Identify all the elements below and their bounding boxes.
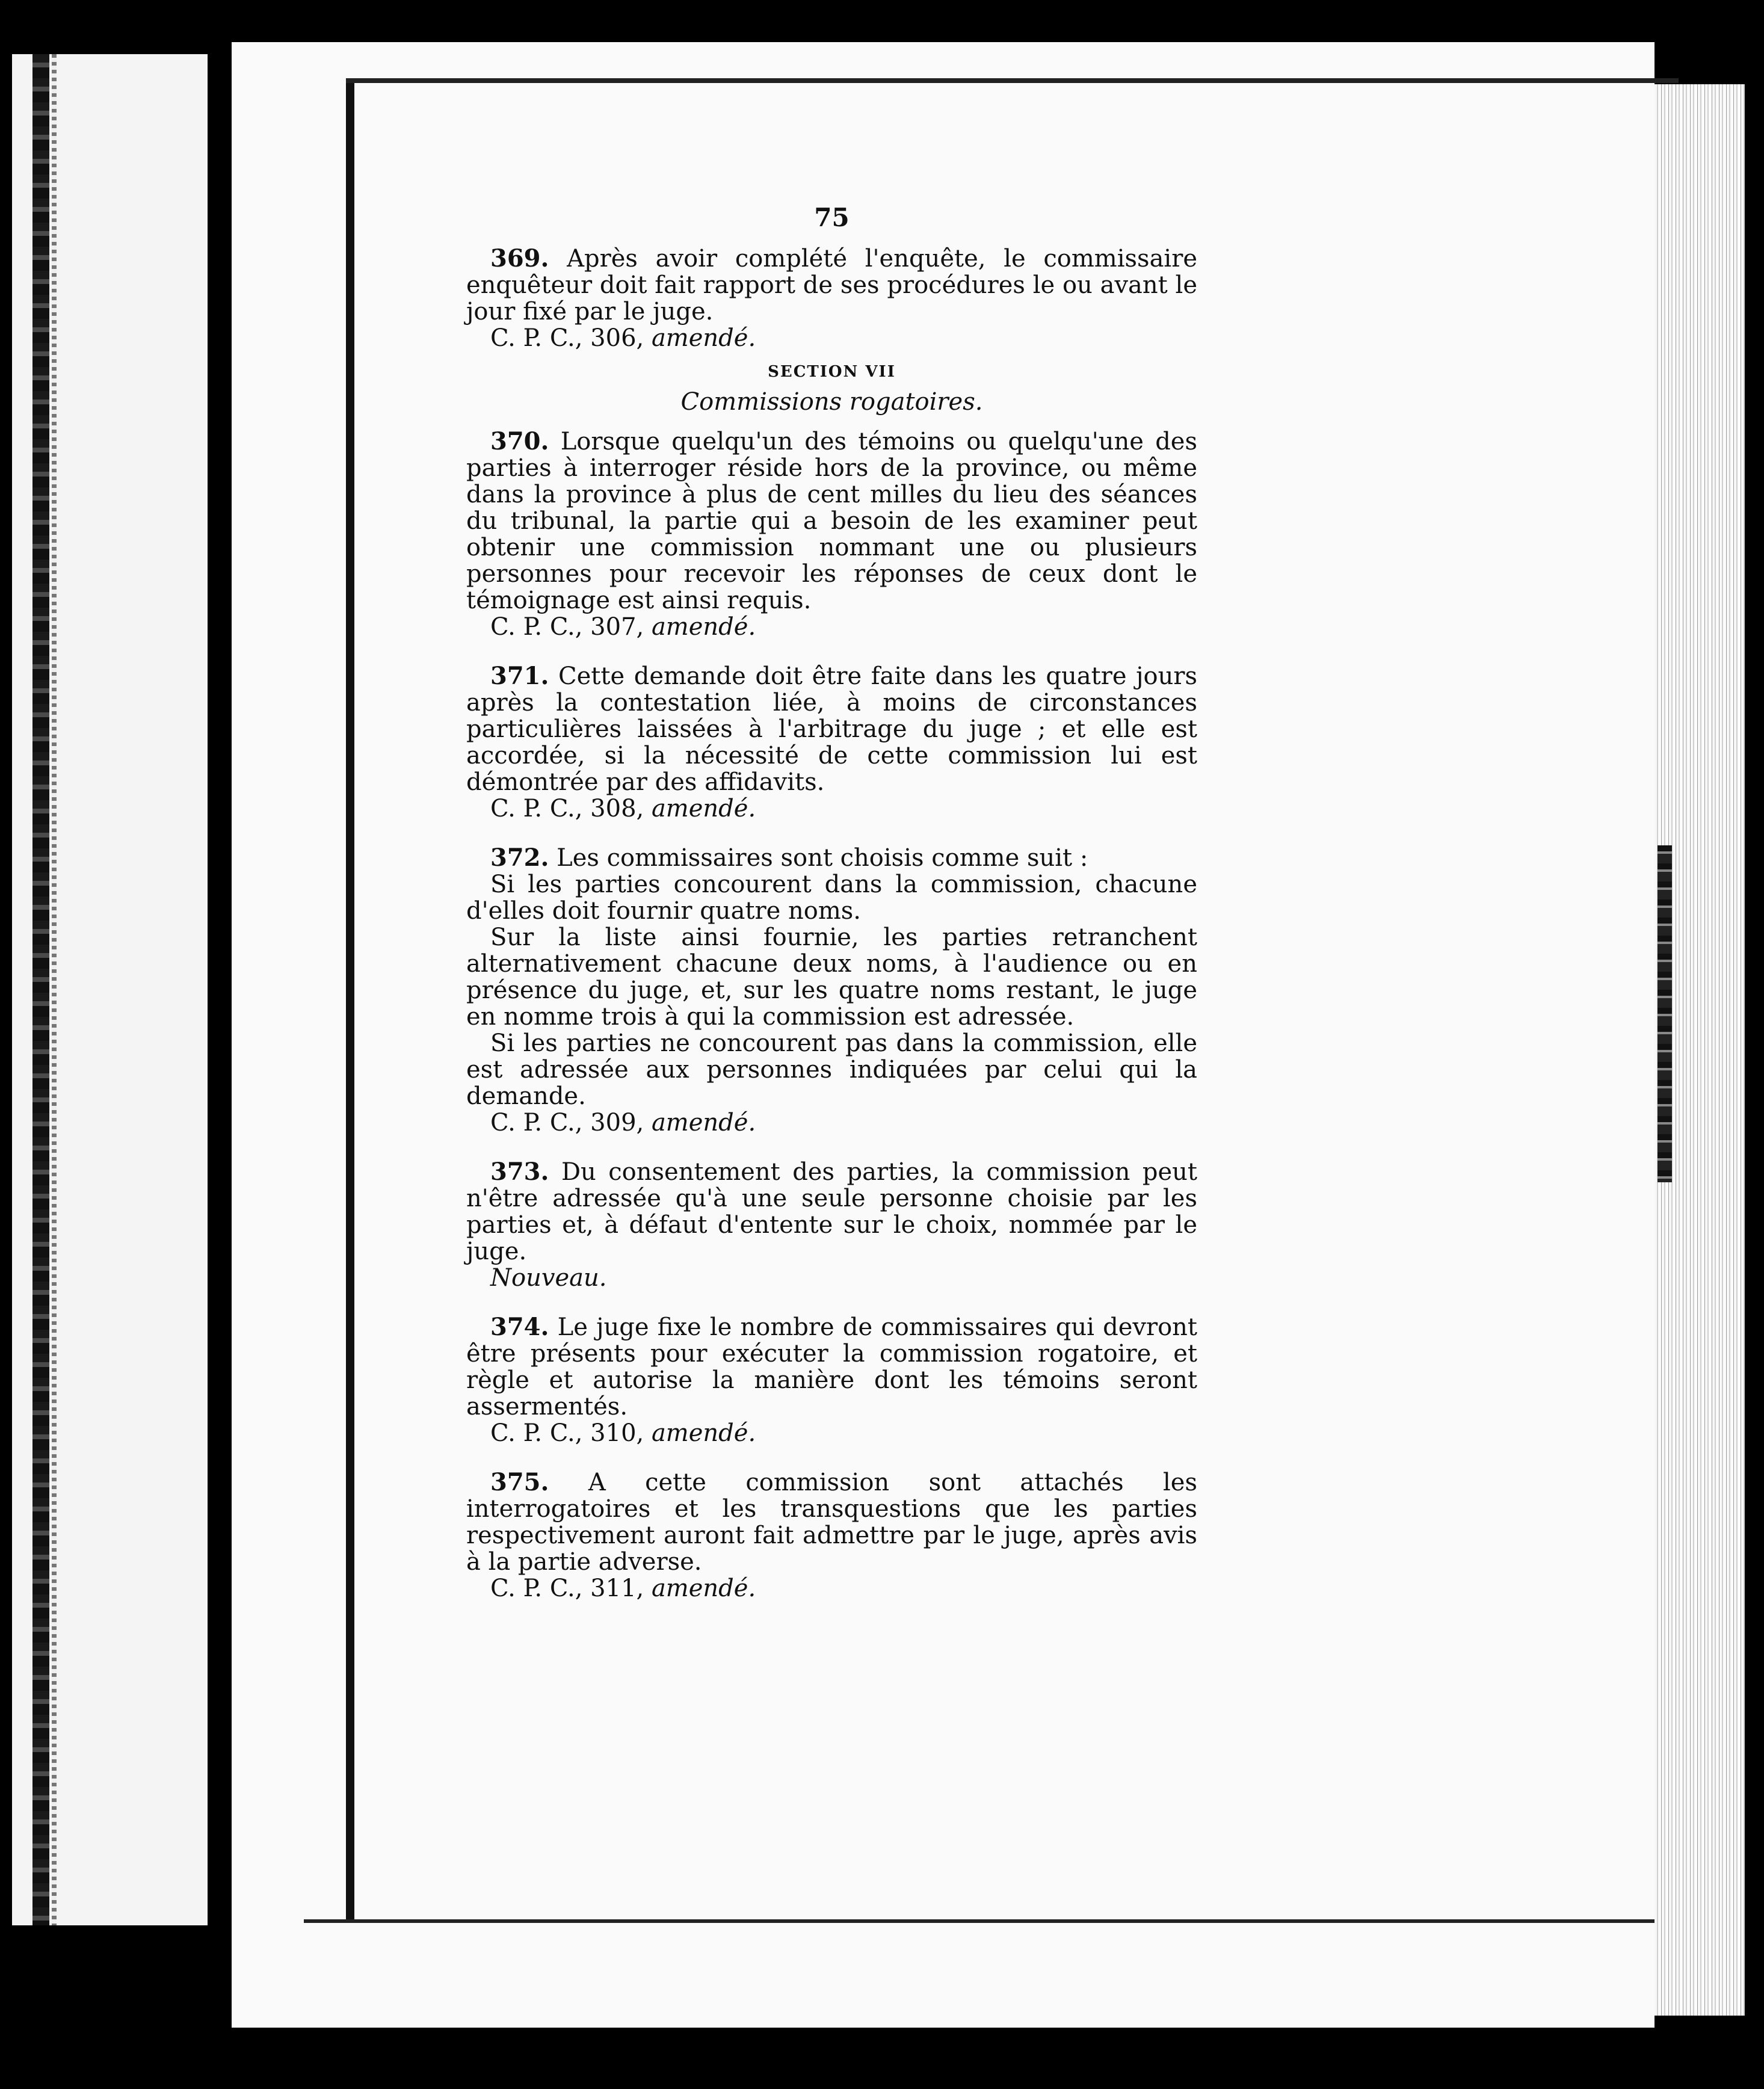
previous-page-edge (32, 54, 49, 1925)
article-372 (466, 845, 1197, 871)
page-edge-mark (1658, 845, 1672, 1182)
article-373 (466, 1159, 1197, 1265)
article-370 (466, 428, 1197, 614)
article-text: Le juge fixe le nombre de commissaires qui devront être présents pour exécuter la commission rogatoire, et règle et autorise la manière dont les témoins seront assermentés. (466, 1313, 1198, 1421)
article-text: Après avoir complété l'enquête, le commissaire enquêteur doit fait rapport de ses procédures le ou avant le jour fixé par le juge. (466, 245, 1197, 326)
article-paragraph: Si les parties concourent dans la commission, chacune d'elles doit fournir quatre noms. (466, 871, 1197, 925)
article-paragraph: Si les parties ne concourent pas dans la commission, elle est adressée aux personnes indiquées par celui qui la demande. (466, 1029, 1197, 1110)
article-paragraph: Sur la liste ainsi fournie, les parties retranchent alternativement chacune deux noms, à l'audience ou en présence du juge, et, sur les quatre noms restant, le juge en nomme trois à qui la commission est adressée. (466, 924, 1197, 1031)
article-number: 375. (490, 1468, 549, 1496)
article-reference (466, 1265, 1197, 1291)
reference-note: amendé. (651, 795, 756, 822)
page-text (466, 205, 1197, 1609)
article-text: A cette commission sont attachés les interrogatoires et les transquestions que les parties respectivement auront fait admettre par le juge, après avis à la partie adverse. (466, 1469, 1197, 1576)
article-number: 374. (490, 1313, 549, 1341)
article-number: 369. (490, 244, 549, 273)
article-reference (466, 1420, 1197, 1446)
article-reference (466, 795, 1197, 822)
page-bottom-line (304, 1919, 1676, 1923)
page-top-line (346, 78, 1679, 83)
reference-code: C. P. C., 307, (490, 613, 644, 641)
article-number: 373. (490, 1158, 549, 1186)
reference-note: Nouveau. (490, 1264, 607, 1292)
article-369 (466, 245, 1197, 325)
article-text: Lorsque quelqu'un des témoins ou quelqu'une des parties à interroger réside hors de la province, ou même dans la province à plus de cent milles du lieu des séances du tribunal, la partie qui a besoin de les examiner peut obtenir une commission nommant une ou plusieurs personnes pour recevoir les réponses de ceux dont le témoignage est ainsi requis. (466, 428, 1197, 614)
article-reference (466, 325, 1197, 351)
reference-code: C. P. C., 306, (490, 324, 644, 352)
reference-code: C. P. C., 308, (490, 795, 644, 822)
article-number: 370. (490, 427, 549, 455)
reference-code: C. P. C., 311, (490, 1575, 644, 1602)
article-reference (466, 1109, 1197, 1136)
reference-note: amendé. (651, 613, 756, 641)
previous-page-edge-shadow (52, 54, 57, 1925)
reference-code: C. P. C., 309, (490, 1109, 644, 1137)
article-number: 371. (490, 662, 549, 690)
article-374 (466, 1314, 1197, 1420)
article-reference (466, 1575, 1197, 1602)
page-inner-margin-line (346, 78, 354, 1919)
previous-page-fragment (12, 54, 208, 1925)
reference-note: amendé. (651, 1109, 756, 1137)
article-375 (466, 1469, 1197, 1575)
article-reference (466, 614, 1197, 640)
article-text: Les commissaires sont choisis comme suit : (557, 844, 1088, 872)
article-text: Cette demande doit être faite dans les quatre jours après la contestation liée, à moins de circonstances particulières laissées à l'arbitrage du juge ; et elle est accordée, si la nécessité de cette commission lui est démontrée par des affidavits. (466, 662, 1198, 796)
reference-code: C. P. C., 310, (490, 1419, 644, 1447)
book-gutter (208, 0, 232, 2089)
page-number: 75 (814, 203, 850, 232)
article-number: 372. (490, 844, 549, 872)
reference-note: amendé. (651, 1575, 756, 1602)
reference-note: amendé. (651, 324, 756, 352)
section-title: Commissions rogatoires. (680, 388, 983, 416)
article-text: Du consentement des parties, la commission peut n'être adressée qu'à une seule personne choisie par les parties et, à défaut d'entente sur le choix, nommée par le juge. (466, 1158, 1197, 1265)
section-label: SECTION VII (768, 363, 896, 381)
reference-note: amendé. (651, 1419, 756, 1447)
article-371 (466, 663, 1197, 795)
